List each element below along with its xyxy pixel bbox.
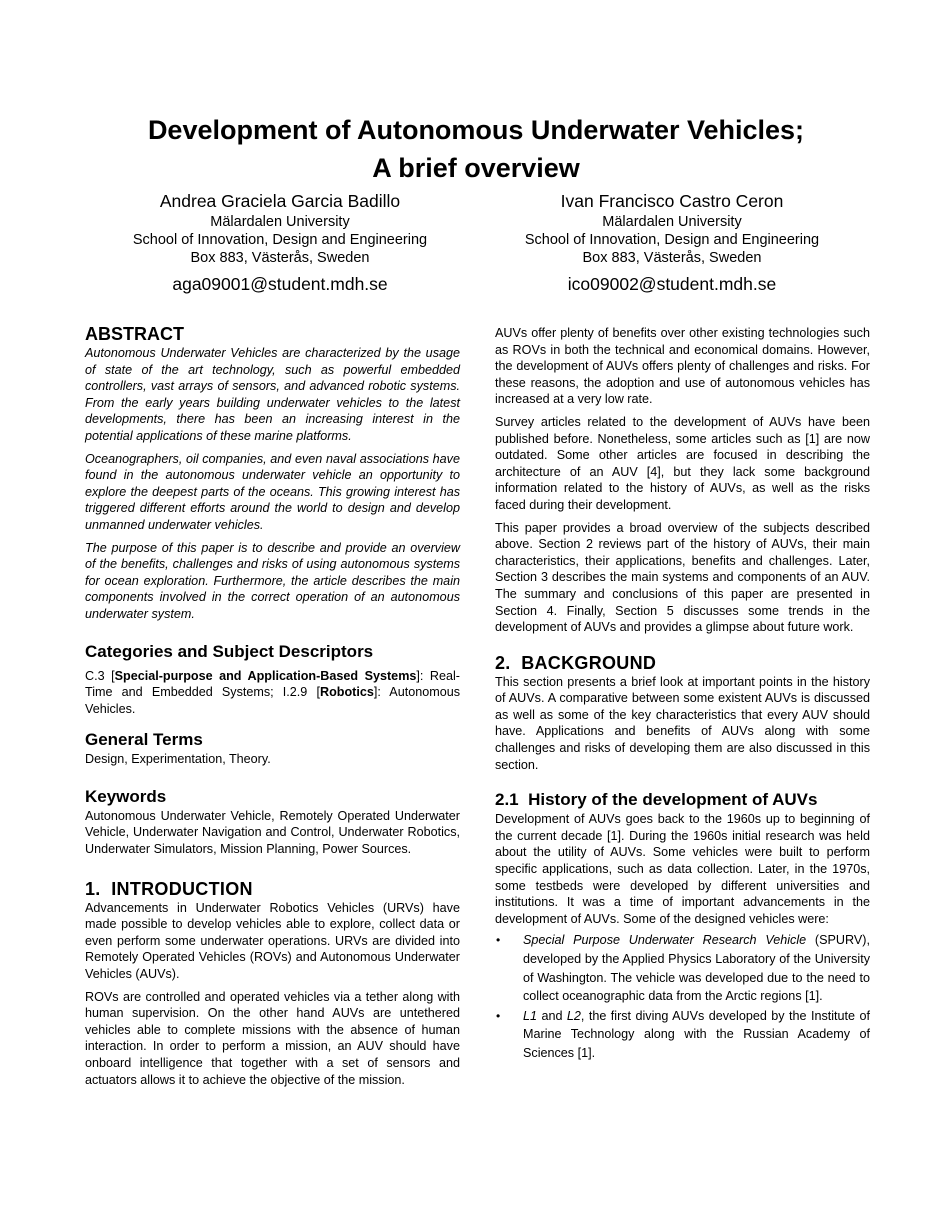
category-title: Robotics <box>319 685 374 700</box>
vehicle-description: , the first diving AUVs developed by the Institute of Marine Technology along with the Russian Academy of Sciences [1]. <box>523 1008 870 1060</box>
introduction-heading: 1. INTRODUCTION <box>85 878 253 899</box>
right-column <box>495 325 870 1064</box>
category-code: C.3 [ <box>85 668 115 683</box>
author-email: ico09002@student.mdh.se <box>567 274 777 294</box>
introduction-paragraph: Survey articles related to the development of AUVs have been published before. Nonetheless, some articles such as [1] are now outdated. Some other articles are focused in describing the architecture of an AUV [4], but they lack some background information related to the history of AUVs, as well as the risks faced during their development. <box>495 414 870 512</box>
abstract-paragraph: The purpose of this paper is to describe and provide an overview of the benefits, challenges and risks of using autonomous systems for ocean exploration. Furthermore, the article describes the main components involved in the correct operation of an autonomous underwater system. <box>85 540 460 621</box>
general-terms-text: Design, Experimentation, Theory. <box>85 752 271 767</box>
author-block-1 <box>80 190 480 296</box>
list-item <box>495 1007 870 1063</box>
keywords-text: Autonomous Underwater Vehicle, Remotely Operated Underwater Vehicle, Underwater Navigation and Control, Underwater Robotics, Underwater Simulators, Mission Planning, Power Sources. <box>85 808 460 857</box>
introduction-paragraph: ROVs are controlled and operated vehicles via a tether along with human supervision. On the other hand AUVs are untethered vehicles able to complete missions with the absence of human interaction. In order to perform a mission, an AUV should have onboard intelligence that together with a set of sensors and actuators allows it to achieve the objective of the mission. <box>85 989 460 1087</box>
author-school: School of Innovation, Design and Engineering <box>132 232 428 248</box>
author-address: Box 883, Västerås, Sweden <box>582 250 762 266</box>
category-rest: ]: Autonomous Vehicles. <box>85 685 461 716</box>
author-email: aga09001@student.mdh.se <box>172 274 388 294</box>
category-title: Special-purpose and Application-Based Systems <box>114 668 417 683</box>
author-university: Mälardalen University <box>602 214 742 230</box>
introduction-paragraph: Advancements in Underwater Robotics Vehicles (URVs) have made possible to develop vehicles able to explore, collect data or even perform some underwater operations. URVs are divided into Remotely Operated Vehicles (ROVs) and Autonomous Underwater Vehicles (AUVs). <box>85 900 460 982</box>
history-heading: 2.1 History of the development of AUVs <box>495 790 818 810</box>
vehicle-conjunction: and <box>537 1008 567 1023</box>
introduction-paragraph: This paper provides a broad overview of the subjects described above. Section 2 reviews part of the history of AUVs, their main characteristics, their applications, benefits and challenges. Later, Section 3 describes the main systems and components of an AUV. The summary and conclusions of this paper are presented in Section 4. Finally, Section 5 discusses some trends in the development of AUVs and provides a glimpse about future work. <box>495 520 870 635</box>
vehicle-list <box>495 931 870 1062</box>
history-text: Development of AUVs goes back to the 1960s up to beginning of the current decade [1]. During the 1960s initial research was held about the utility of AUVs. Some vehicles were built to perform specific applications, such as data collection. Later, in the 1970s, some testbeds were developed by different universities and institutions. It was a time of important advancements in the development of AUVs. Some of the designed vehicles were: <box>495 812 870 926</box>
vehicle-name: Special Purpose Underwater Research Vehicle <box>523 933 807 948</box>
left-column <box>85 323 460 1088</box>
author-school: School of Innovation, Design and Engineering <box>524 232 820 248</box>
abstract-paragraph: Oceanographers, oil companies, and even naval associations have found in the autonomous underwater vehicle an opportunity to explore the deepest parts of the oceans. This growing interest has triggered different efforts around the world to design and develop unmanned underwater vehicles. <box>85 451 460 532</box>
background-heading: 2. BACKGROUND <box>495 652 657 673</box>
vehicle-description: (SPURV), developed by the Applied Physics Laboratory of the University of Washington. The vehicle was developed due to the need to collect oceanographic data from the Arctic regions [1]. <box>523 933 870 1004</box>
abstract-heading: ABSTRACT <box>85 324 184 344</box>
bullet-icon: • <box>496 1008 501 1023</box>
title-line-1: Development of Autonomous Underwater Vehicles; <box>147 115 805 145</box>
abstract-paragraph: Autonomous Underwater Vehicles are characterized by the usage of state of the art technology, such as powerful embedded controllers, vast arrays of sensors, and advanced robotic systems. From the early years building underwater vehicles to the latest developments, there has been an increasing interest in the potential applications of these marine platforms. <box>85 346 460 443</box>
paper-title <box>0 111 952 187</box>
vehicle-name: L1 <box>523 1008 538 1023</box>
bullet-icon: • <box>496 933 501 948</box>
categories-text <box>85 668 460 718</box>
author-address: Box 883, Västerås, Sweden <box>190 250 370 266</box>
author-university: Mälardalen University <box>210 214 350 230</box>
introduction-paragraph: AUVs offer plenty of benefits over other existing technologies such as ROVs in both the technical and economical domains. However, the development of AUVs offers plenty of challenges and risks. For these reasons, the adoption and use of autonomous vehicles has increased at a very low rate. <box>495 326 870 407</box>
keywords-heading: Keywords <box>85 786 167 806</box>
background-text: This section presents a brief look at important points in the history of AUVs. A comparative between some existent AUVs is discussed as well as some of the key characteristics that every AUV should have. Applications and benefits of AUVs along with some challenges and risks of developing them are also discussed in this section. <box>495 674 870 772</box>
author-block-2 <box>472 190 872 296</box>
general-terms-heading: General Terms <box>85 730 203 750</box>
title-line-2: A brief overview <box>372 153 580 183</box>
vehicle-name: L2 <box>566 1008 581 1023</box>
author-name: Andrea Graciela Garcia Badillo <box>159 191 401 211</box>
categories-heading: Categories and Subject Descriptors <box>85 641 374 661</box>
author-name: Ivan Francisco Castro Ceron <box>560 191 784 211</box>
list-item <box>495 931 870 1005</box>
category-rest: ]: Real-Time and Embedded Systems; I.2.9 [ <box>85 668 460 700</box>
